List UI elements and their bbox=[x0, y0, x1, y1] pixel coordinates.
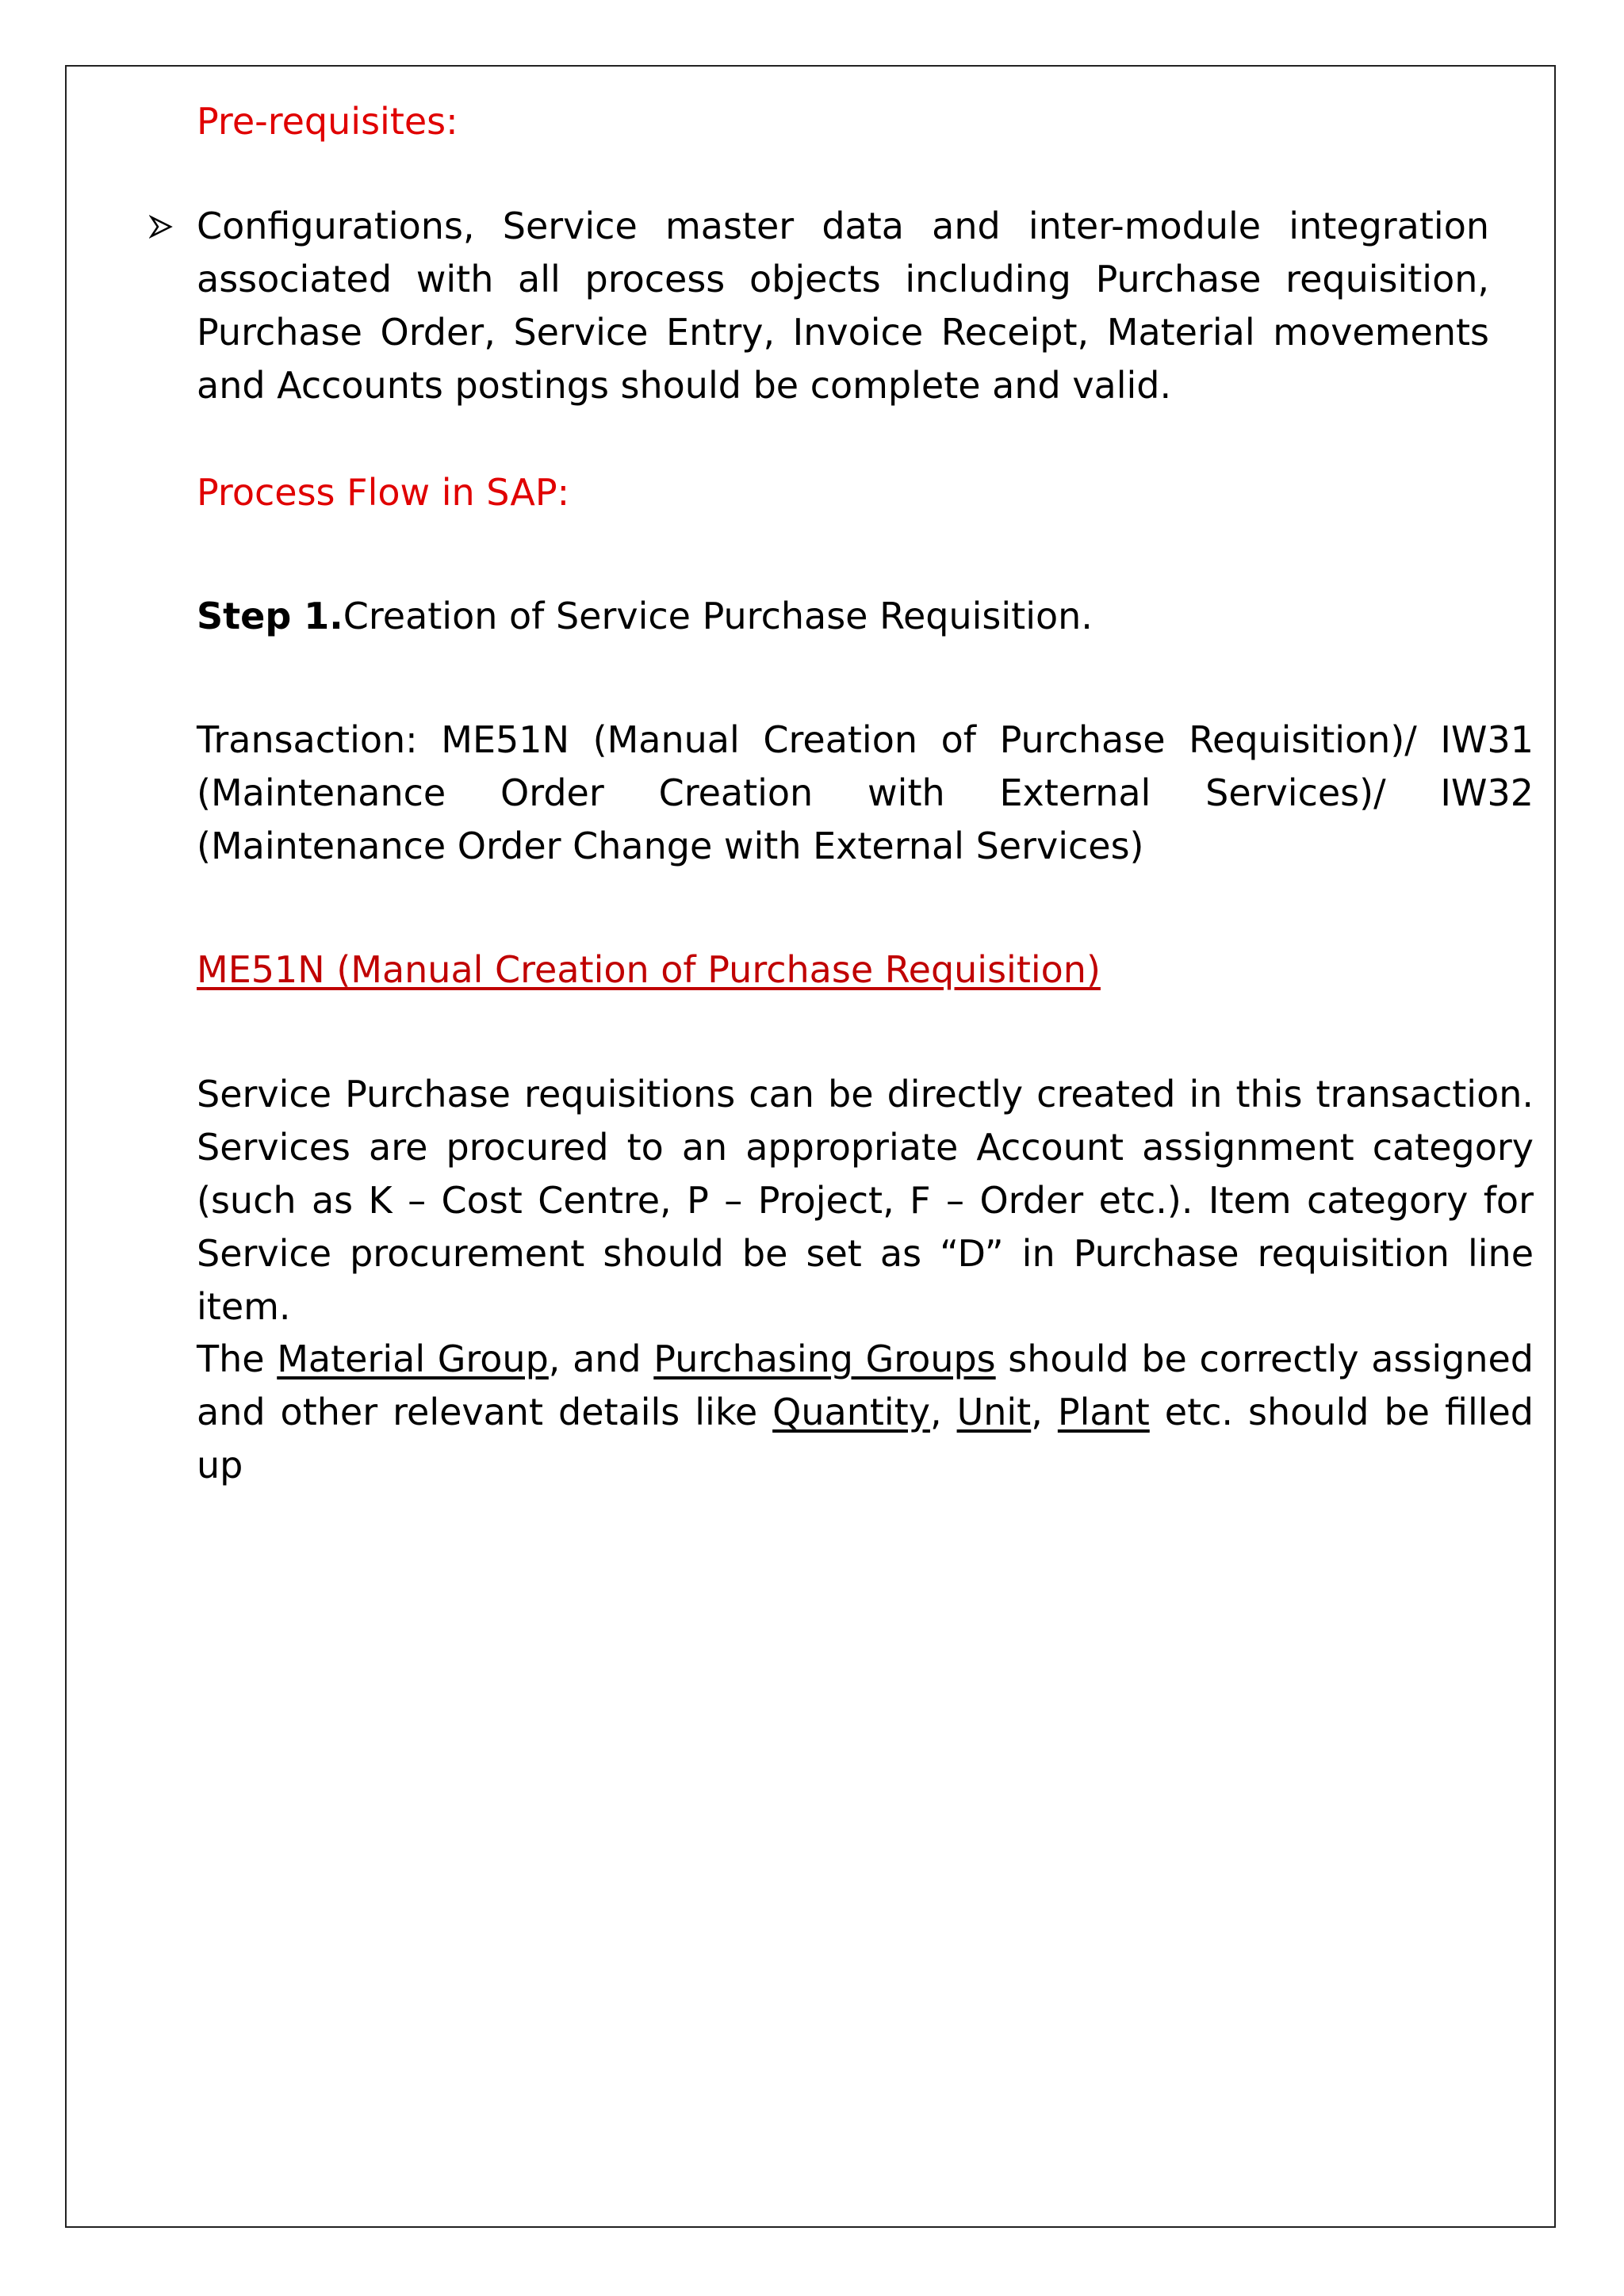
prerequisites-bullet-text: Configurations, Service master data and inter-module integration associated with all process objects including Purchase requisition, Purchase Order, Service Entry, Invoice Receipt, Material movements and Accounts postings should be complete and valid. bbox=[197, 205, 1489, 407]
assignment-paragraph bbox=[197, 1333, 1534, 1492]
prerequisites-bullet-item bbox=[149, 200, 1489, 412]
quantity-term: Quantity bbox=[772, 1391, 930, 1433]
me51n-heading-line bbox=[197, 943, 1534, 997]
me51n-paragraph: Service Purchase requisitions can be directly created in this transaction. Services are procured to an appropriate Account assignment category (such as K – Cost Centre, P – Project, F – Order etc.). Item category for Service procurement should be set as “D” in Purchase requisition line item. bbox=[197, 1073, 1534, 1328]
step1-title: Creation of Service Purchase Requisition. bbox=[343, 595, 1093, 637]
step1-label: Step 1. bbox=[197, 595, 343, 637]
prerequisites-heading: Pre-requisites: bbox=[197, 100, 458, 143]
step1-line bbox=[197, 590, 1534, 643]
assignment-text-4: etc. should be filled up bbox=[197, 1391, 1534, 1487]
assignment-comma-2: , bbox=[1031, 1391, 1058, 1433]
assignment-comma-1: , bbox=[929, 1391, 957, 1433]
unit-term: Unit bbox=[956, 1391, 1032, 1433]
material-group-term: Material Group bbox=[277, 1337, 549, 1380]
purchasing-groups-term: Purchasing Groups bbox=[653, 1337, 996, 1380]
plant-term: Plant bbox=[1057, 1391, 1150, 1433]
arrowhead-bullet-icon bbox=[149, 200, 197, 412]
process-flow-heading: Process Flow in SAP: bbox=[197, 471, 570, 514]
assignment-text-2: , and bbox=[548, 1337, 654, 1380]
assignment-text-1: The bbox=[197, 1337, 278, 1380]
me51n-link[interactable]: ME51N (Manual Creation of Purchase Requisition) bbox=[197, 948, 1101, 991]
assignment-text-3: should be correctly assigned and other relevant details like bbox=[197, 1337, 1534, 1433]
transaction-paragraph: Transaction: ME51N (Manual Creation of Purchase Requisition)/ IW31 (Maintenance Order Creation with External Services)/ IW32 (Maintenance Order Change with External Services) bbox=[197, 718, 1534, 867]
